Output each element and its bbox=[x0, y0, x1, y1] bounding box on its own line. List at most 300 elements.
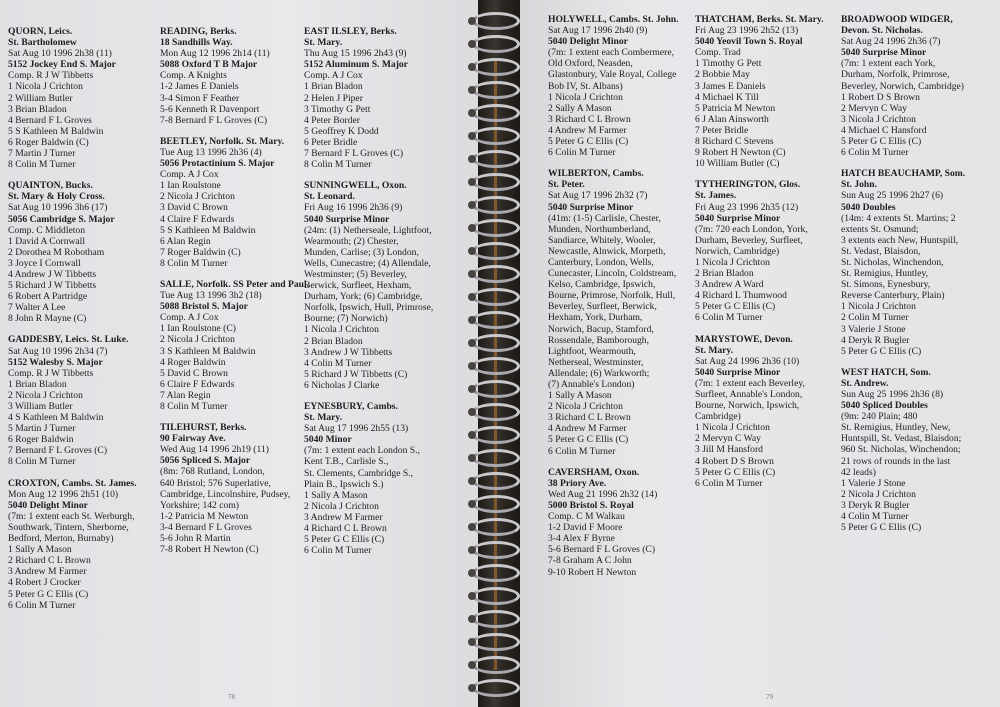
method-footnote: Norwich, Cambridge) bbox=[695, 245, 780, 257]
ringer: 5-6 Bernard F L Groves (C) bbox=[548, 544, 656, 556]
method-footnote: Cunecaster, Lincoln, Coldstream, bbox=[548, 268, 677, 280]
method-footnote: Plain B., Ipswich S.) bbox=[304, 478, 384, 490]
ringer: 9 Robert H Newton (C) bbox=[695, 147, 786, 159]
punch-hole bbox=[468, 293, 476, 301]
dedication: 18 Sandhills Way. bbox=[160, 37, 233, 49]
place-heading: BROADWOOD WIDGER, bbox=[841, 14, 953, 25]
ringer: 7 Peter Bridle bbox=[695, 124, 749, 136]
ringer: 5-6 John R Martin bbox=[160, 533, 231, 545]
method-footnote: Cambridge) bbox=[695, 411, 741, 423]
place-heading: CROXTON, Cambs. St. James. bbox=[8, 477, 137, 489]
ringer: 7 Alan Regin bbox=[160, 389, 211, 401]
method-footnote: (9m: 240 Plain; 480 bbox=[841, 411, 918, 423]
spiral-ring bbox=[472, 12, 520, 30]
peal-date: Wed Aug 14 1996 2h19 (11) bbox=[160, 444, 269, 456]
ringer: 5 Peter G C Ellis (C) bbox=[695, 301, 776, 313]
column bbox=[8, 26, 148, 621]
ringer: 6 Colin M Turner bbox=[8, 599, 76, 611]
ringer: 8 Colin M Turner bbox=[304, 159, 372, 171]
ringer: 7-8 Graham A C John bbox=[548, 555, 632, 567]
method-footnote: Allendale; (6) Warkworth; bbox=[548, 367, 650, 379]
ringer: 8 Colin M Turner bbox=[160, 257, 228, 269]
place-heading: EAST ILSLEY, Berks. bbox=[304, 26, 397, 37]
dedication: St. Leonard. bbox=[304, 191, 355, 203]
method-title: 5056 Cambridge S. Major bbox=[8, 213, 115, 225]
peal-entry bbox=[695, 14, 835, 169]
ringer: 1 Nicola J Crichton bbox=[695, 256, 770, 268]
dedication: St. John. bbox=[841, 179, 877, 191]
punch-hole bbox=[468, 454, 476, 462]
composer: Comp. A J Cox bbox=[304, 70, 363, 82]
punch-hole bbox=[468, 546, 476, 554]
spiral-ring bbox=[472, 357, 520, 375]
ringer: 3 Timothy G Pett bbox=[304, 103, 371, 115]
ringer: 2 Dorothea M Robotham bbox=[8, 246, 105, 258]
method-footnote: Norfolk, Ipswich, Hull, Primrose, bbox=[304, 302, 434, 314]
spiral-ring bbox=[472, 288, 520, 306]
method-title: 5040 Surprise Minor bbox=[695, 212, 781, 224]
spiral-ring bbox=[472, 150, 520, 168]
ringer: 5 Martin J Turner bbox=[8, 423, 76, 435]
peal-date: Fri Aug 16 1996 2h36 (9) bbox=[304, 202, 403, 214]
ringer: 6 Colin M Turner bbox=[841, 147, 909, 159]
spiral-ring bbox=[472, 311, 520, 329]
ringer: 4 Robert J Crocker bbox=[8, 577, 81, 589]
ringer: 2 Nicola J Crichton bbox=[160, 191, 235, 203]
ringer: 6 Roger Baldwin (C) bbox=[8, 136, 89, 148]
ringer: 1 Nicola J Crichton bbox=[304, 324, 379, 336]
peal-entry bbox=[548, 14, 688, 158]
method-footnote: (41m: (1-5) Carlisle, Chester, bbox=[548, 212, 661, 224]
place-heading: QUAINTON, Bucks. bbox=[8, 180, 93, 192]
spiral-ring bbox=[472, 679, 520, 697]
ringer: 6 Colin M Turner bbox=[548, 445, 616, 457]
dedication: St. Mary. bbox=[304, 37, 343, 49]
ringer: 5 Peter G C Ellis (C) bbox=[548, 434, 629, 446]
ringer: 7 Martin J Turner bbox=[8, 148, 76, 160]
ringer: 1 Nicola J Crichton bbox=[695, 422, 770, 434]
dedication: St. Andrew. bbox=[841, 377, 889, 389]
ringer: 8 John R Mayne (C) bbox=[8, 313, 87, 325]
peal-entry bbox=[841, 168, 987, 357]
method-footnote: St. Clements, Cambridge S., bbox=[304, 467, 413, 479]
ringer: 5 Peter G C Ellis (C) bbox=[304, 534, 385, 546]
spiral-ring bbox=[472, 173, 520, 191]
method-footnote: Rossendale, Bamborough, bbox=[548, 334, 649, 346]
method-footnote: Canterbury, London, Wells, bbox=[548, 256, 654, 268]
punch-hole bbox=[468, 500, 476, 508]
ringer: 6 Alan Regin bbox=[160, 235, 211, 247]
method-title: 5040 Delight Minor bbox=[8, 499, 88, 511]
ringer: 2 Mervyn C Way bbox=[695, 433, 761, 445]
ringer: 8 Colin M Turner bbox=[8, 456, 76, 468]
ringer: 5 Peter G C Ellis (C) bbox=[841, 522, 922, 534]
place-heading: THATCHAM, Berks. St. Mary. bbox=[695, 14, 824, 25]
peal-entry bbox=[304, 401, 454, 556]
punch-hole bbox=[468, 684, 476, 692]
method-title: 5056 Protactinium S. Major bbox=[160, 158, 275, 170]
ringer: 4 Michael C Hansford bbox=[841, 124, 927, 136]
page-number: 78 bbox=[228, 693, 235, 701]
peal-date: Sat Aug 17 1996 2h40 (9) bbox=[548, 25, 648, 37]
method-footnote: 640 Bristol; 576 Superlative, bbox=[160, 477, 271, 489]
method-footnote: (7m: 1 extent each St. Werburgh, bbox=[8, 510, 135, 522]
spiral-ring bbox=[472, 242, 520, 260]
left-page bbox=[0, 0, 478, 707]
ringer: 5-6 Kenneth R Davenport bbox=[160, 103, 260, 115]
ringer: 3 S Kathleen M Baldwin bbox=[160, 345, 256, 357]
peal-date: Sat Aug 24 1996 2h36 (10) bbox=[695, 355, 800, 367]
place-heading: QUORN, Leics. bbox=[8, 26, 73, 37]
ringer: 3-4 Bernard F L Groves bbox=[160, 521, 252, 533]
punch-hole bbox=[468, 201, 476, 209]
spiral-ring bbox=[472, 127, 520, 145]
peal-date: Sun Aug 25 1996 2h27 (6) bbox=[841, 190, 944, 202]
method-footnote: Bourne, Norwich, Ipswich, bbox=[695, 400, 800, 412]
ringer: 1 Sally A Mason bbox=[548, 390, 612, 402]
spiral-ring bbox=[472, 541, 520, 559]
ringer: 4 Colin M Turner bbox=[304, 357, 372, 369]
ringer: 4 Claire F Edwards bbox=[160, 213, 235, 225]
ringer: 1 Robert D S Brown bbox=[841, 91, 920, 103]
spiral-ring bbox=[472, 656, 520, 674]
punch-hole bbox=[468, 661, 476, 669]
method-title: 5040 Surprise Minor bbox=[304, 213, 390, 225]
right-page bbox=[520, 0, 1000, 707]
method-title: 5040 Surprise Minor bbox=[548, 201, 634, 213]
method-footnote: Westminster; (5) Beverley, bbox=[304, 268, 407, 280]
peal-entry bbox=[548, 168, 688, 456]
column bbox=[841, 14, 987, 543]
ringer: 3 Richard C L Brown bbox=[548, 113, 631, 125]
ringer: 2 William Butler bbox=[8, 92, 73, 104]
ringer: 1 Brian Bladon bbox=[8, 378, 67, 390]
method-footnote: 960 St. Nicholas, Winchendon; bbox=[841, 444, 961, 456]
ringer: 5 David C Brown bbox=[160, 367, 228, 379]
ringer: 5 Richard J W Tibbetts (C) bbox=[304, 368, 408, 380]
method-footnote: 3 extents each New, Huntspill, bbox=[841, 234, 959, 246]
spiral-ring bbox=[472, 380, 520, 398]
ringer: 1 Nicola J Crichton bbox=[841, 301, 916, 313]
method-footnote: Norwich, Bacup, Stamford, bbox=[548, 323, 654, 335]
method-title: 5040 Minor bbox=[304, 434, 352, 446]
column bbox=[695, 14, 835, 499]
method-title: 5000 Bristol S. Royal bbox=[548, 499, 634, 511]
method-footnote: Durham, Norfolk, Primrose, bbox=[841, 69, 950, 81]
ringer: 1 Sally A Mason bbox=[8, 544, 72, 556]
peal-entry bbox=[8, 180, 148, 324]
method-title: 5152 Walesby S. Major bbox=[8, 356, 103, 368]
method-footnote: Kelso, Cambridge, Ipswich, bbox=[548, 279, 656, 291]
punch-hole bbox=[468, 569, 476, 577]
dedication: 38 Priory Ave. bbox=[548, 477, 607, 489]
method-footnote: Durham, Beverley, Surfleet, bbox=[695, 234, 803, 246]
ringer: 1-2 Patricia M Newton bbox=[160, 510, 249, 522]
method-footnote: St. Simons, Eynesbury, bbox=[841, 279, 931, 291]
method-footnote: (14m: 4 extents St. Martins; 2 bbox=[841, 212, 956, 224]
ringer: 1 Brian Bladon bbox=[304, 81, 363, 93]
method-footnote: Munden, Carlise; (3) London, bbox=[304, 246, 419, 258]
ringer: 9-10 Robert H Newton bbox=[548, 566, 637, 578]
ringer: 4 Peter Border bbox=[304, 114, 360, 126]
ringer: 4 Deryk R Bugler bbox=[841, 334, 910, 346]
ringer: 2 Nicola J Crichton bbox=[160, 334, 235, 346]
punch-hole bbox=[468, 477, 476, 485]
peal-date: Tue Aug 13 1996 2h36 (4) bbox=[160, 146, 262, 158]
spiral-ring bbox=[472, 495, 520, 513]
ringer: 8 Colin M Turner bbox=[8, 159, 76, 171]
method-footnote: (8m: 768 Rutland, London, bbox=[160, 466, 265, 478]
method-footnote: Berwick, Surfleet, Hexham, bbox=[304, 280, 412, 292]
method-footnote: Surfleet, Annable's London, bbox=[695, 389, 803, 400]
punch-hole bbox=[468, 408, 476, 416]
method-footnote: Munden, Northumberland, bbox=[548, 223, 651, 235]
ringer: 5 Peter G C Ellis (C) bbox=[841, 345, 922, 357]
peal-date: Sat Aug 17 1996 2h55 (13) bbox=[304, 423, 409, 435]
method-footnote: Bedford, Merton, Burnaby) bbox=[8, 533, 114, 545]
dedication: St. Mary & Holy Cross. bbox=[8, 191, 105, 203]
peal-entry bbox=[548, 467, 688, 578]
place-heading: EYNESBURY, Cambs. bbox=[304, 401, 398, 412]
peal-date: Fri Aug 23 1996 2h35 (12) bbox=[695, 201, 799, 213]
spiral-ring bbox=[472, 403, 520, 421]
method-footnote: Bob IV, St. Albans) bbox=[548, 80, 623, 92]
ringer: 5 S Kathleen M Baldwin bbox=[160, 224, 256, 236]
method-footnote: (7m: 1 extent each Combermere, bbox=[548, 47, 675, 59]
spiral-ring bbox=[472, 334, 520, 352]
place-heading: GADDESBY, Leics. St. Luke. bbox=[8, 334, 129, 346]
ringer: 5 Peter G C Ellis (C) bbox=[548, 136, 629, 148]
punch-hole bbox=[468, 431, 476, 439]
ringer: 2 Richard C L Brown bbox=[8, 555, 91, 567]
composer: Comp. A J Cox bbox=[160, 312, 219, 324]
punch-hole bbox=[468, 63, 476, 71]
spiral-ring bbox=[472, 564, 520, 582]
peal-entry bbox=[8, 26, 148, 170]
peal-entry bbox=[695, 179, 835, 323]
punch-hole bbox=[468, 523, 476, 531]
composer: Comp. A Knights bbox=[160, 70, 227, 82]
ringer: 5 Peter G C Ellis (C) bbox=[8, 588, 89, 600]
ringer: 7 Bernard F L Groves (C) bbox=[8, 445, 108, 457]
ringer: 4 Bernard F L Groves bbox=[8, 114, 92, 126]
place-heading: HOLYWELL, Cambs. St. John. bbox=[548, 14, 679, 25]
method-footnote: Newcastle, Alnwick, Morpeth, bbox=[548, 245, 666, 257]
ringer: 5 Peter G C Ellis (C) bbox=[695, 466, 776, 478]
spiral-ring bbox=[472, 196, 520, 214]
punch-hole bbox=[468, 316, 476, 324]
peal-date: Sat Aug 24 1996 2h36 (7) bbox=[841, 36, 941, 48]
place-heading: WILBERTON, Cambs. bbox=[548, 168, 644, 180]
dedication: Devon. St. Nicholas. bbox=[841, 25, 923, 37]
punch-hole bbox=[468, 385, 476, 393]
peal-date: Sat Aug 10 1996 2h34 (7) bbox=[8, 345, 108, 357]
method-footnote: (7m: 1 extent each Beverley, bbox=[695, 377, 805, 389]
ringer: 1-2 James E Daniels bbox=[160, 81, 239, 93]
ringer: 4 S Kathleen M Baldwin bbox=[8, 412, 104, 424]
method-footnote: St. Remigius, Huntley, bbox=[841, 268, 929, 280]
ringer: 3 William Butler bbox=[8, 401, 73, 412]
ringer: 4 Andrew J W Tibbetts bbox=[8, 268, 97, 280]
ringer: 1 Ian Roulstone (C) bbox=[160, 323, 236, 335]
ringer: 3 David C Brown bbox=[160, 202, 228, 214]
spiral-ring bbox=[472, 472, 520, 490]
method-footnote: St. Vedast, Blaisdon, bbox=[841, 245, 921, 257]
place-heading: TYTHERINGTON, Glos. bbox=[695, 179, 801, 191]
ringer: 5 Patricia M Newton bbox=[695, 102, 776, 114]
ringer: 2 Colin M Turner bbox=[841, 312, 909, 324]
method-footnote: Wearmouth; (2) Chester, bbox=[304, 235, 399, 247]
method-title: 5040 Spliced Doubles bbox=[841, 400, 928, 412]
method-title: 5040 Surprise Minor bbox=[841, 47, 927, 59]
punch-hole bbox=[468, 132, 476, 140]
method-title: 5088 Oxford T B Major bbox=[160, 59, 258, 71]
peal-date: Tue Aug 13 1996 3h2 (18) bbox=[160, 290, 262, 302]
place-heading: WEST HATCH, Som. bbox=[841, 366, 931, 378]
spiral-ring bbox=[472, 265, 520, 283]
ringer: 2 Sally A Mason bbox=[548, 102, 612, 114]
place-heading: CAVERSHAM, Oxon. bbox=[548, 466, 640, 478]
peal-date: Sat Aug 10 1996 3h6 (17) bbox=[8, 202, 108, 214]
ringer: 4 Richard L Thumwood bbox=[695, 290, 787, 302]
method-footnote: Kent T.B., Carlisle S., bbox=[304, 456, 389, 468]
method-footnote: (7) Annable's London) bbox=[548, 379, 635, 390]
peal-entry bbox=[8, 334, 148, 467]
composer: Comp. R J W Tibbetts bbox=[8, 70, 94, 82]
punch-hole bbox=[468, 339, 476, 347]
method-footnote: St. Nicholas, Winchendon, bbox=[841, 256, 944, 268]
method-footnote: Lightfoot, Wearmouth, bbox=[548, 345, 636, 357]
method-footnote: 21 rows of rounds in the last bbox=[841, 455, 951, 467]
ringer: 4 Andrew M Farmer bbox=[548, 124, 627, 136]
page-number: 79 bbox=[766, 693, 773, 701]
peal-date: Wed Aug 21 1996 2h32 (14) bbox=[548, 488, 658, 500]
method-footnote: Reverse Canterbury, Plain) bbox=[841, 290, 945, 302]
ringer: 7-8 Robert H Newton (C) bbox=[160, 544, 259, 556]
method-footnote: Durham, York; (6) Cambridge, bbox=[304, 291, 423, 303]
spiral-ring bbox=[472, 449, 520, 467]
method-footnote: Huntspill, St. Vedast, Blaisdon; bbox=[841, 433, 962, 445]
spiral-ring bbox=[472, 518, 520, 536]
ringer: 6 Colin M Turner bbox=[695, 312, 763, 324]
method-footnote: Yorkshire; 142 com) bbox=[160, 499, 239, 511]
ringer: 8 Richard C Stevens bbox=[695, 136, 774, 148]
method-footnote: Bourne; (7) Norwich) bbox=[304, 313, 388, 325]
place-heading: TILEHURST, Berks. bbox=[160, 422, 247, 434]
punch-hole bbox=[468, 615, 476, 623]
dedication: St. Mary. bbox=[304, 412, 343, 424]
punch-hole bbox=[468, 178, 476, 186]
spiral-ring bbox=[472, 587, 520, 605]
peal-date: Sat Aug 10 1996 2h38 (11) bbox=[8, 48, 112, 60]
peal-date: Sat Aug 17 1996 2h32 (7) bbox=[548, 190, 648, 202]
peal-date: Thu Aug 15 1996 2h43 (9) bbox=[304, 48, 407, 60]
ringer: 1 Ian Roulstone bbox=[160, 180, 221, 192]
method-title: 5088 Bristol S. Major bbox=[160, 301, 248, 313]
ringer: 2 Nicola J Crichton bbox=[8, 389, 83, 401]
dedication: 90 Fairway Ave. bbox=[160, 433, 226, 445]
ringer: 6 Claire F Edwards bbox=[160, 378, 235, 390]
place-heading: BEETLEY, Norfolk. St. Mary. bbox=[160, 135, 285, 147]
peal-entry bbox=[841, 14, 987, 158]
ringer: 3 Jill M Hansford bbox=[695, 444, 763, 456]
ringer: 3 Deryk R Bugler bbox=[841, 499, 910, 511]
ringer: 2 Nicola J Crichton bbox=[841, 488, 916, 500]
ringer: 5 Geoffrey K Dodd bbox=[304, 125, 379, 137]
ringer: 5 Peter G C Ellis (C) bbox=[841, 136, 922, 148]
method-footnote: 42 leads) bbox=[841, 466, 876, 478]
place-heading: HATCH BEAUCHAMP, Som. bbox=[841, 168, 966, 180]
method-footnote: Cambridge, Lincolnshire, Pudsey, bbox=[160, 488, 291, 500]
spiral-ring bbox=[472, 426, 520, 444]
ringer: 4 Andrew M Farmer bbox=[548, 423, 627, 435]
punch-hole bbox=[468, 40, 476, 48]
ringer: 5 Richard J W Tibbetts bbox=[8, 280, 97, 292]
punch-hole bbox=[468, 109, 476, 117]
method-title: 5040 Yeovil Town S. Royal bbox=[695, 36, 803, 48]
method-footnote: Beverley, Norwich, Cambridge) bbox=[841, 80, 964, 92]
peal-entry bbox=[695, 334, 835, 489]
ringer: 7-8 Bernard F L Groves (C) bbox=[160, 114, 268, 126]
method-title: 5152 Aluminum S. Major bbox=[304, 59, 408, 71]
spiral-ring bbox=[472, 58, 520, 76]
column bbox=[548, 14, 688, 588]
peal-date: Fri Aug 23 1996 2h52 (13) bbox=[695, 25, 799, 37]
ringer: 2 Nicola J Crichton bbox=[304, 500, 379, 512]
punch-hole bbox=[468, 592, 476, 600]
composer: Comp. C Middleton bbox=[8, 224, 86, 236]
ringer: 6 Colin M Turner bbox=[548, 147, 616, 159]
punch-hole bbox=[468, 17, 476, 25]
method-footnote: (7m: 1 extent each York, bbox=[841, 58, 936, 70]
peal-entry bbox=[160, 422, 296, 555]
ringer: 3 Joyce I Cornwall bbox=[8, 257, 81, 269]
method-footnote: Old Oxford, Neasden, bbox=[548, 58, 633, 70]
method-footnote: (7m: 1 extent each London S., bbox=[304, 445, 420, 457]
ringer: 6 Robert A Partridge bbox=[8, 291, 88, 303]
place-heading: READING, Berks. bbox=[160, 26, 237, 37]
ringer: 4 Robert D S Brown bbox=[695, 455, 774, 467]
ringer: 2 Brian Bladon bbox=[304, 335, 363, 347]
ringer: 2 Bobbie May bbox=[695, 69, 750, 81]
ringer: 3-4 Simon F Feather bbox=[160, 92, 240, 104]
method-footnote: Netherseal, Westminster, bbox=[548, 356, 644, 368]
dedication: St. Mary. bbox=[695, 344, 734, 356]
dedication: St. James. bbox=[695, 190, 737, 202]
punch-hole bbox=[468, 155, 476, 163]
ringer: 3 Andrew M Farmer bbox=[8, 566, 87, 578]
ringer: 3 Andrew J W Tibbetts bbox=[304, 346, 393, 358]
method-footnote: Southwark, Tintern, Sherborne, bbox=[8, 521, 129, 533]
peal-entry bbox=[304, 26, 454, 170]
ringer: 4 Roger Baldwin bbox=[160, 356, 226, 368]
ringer: 3 Richard C L Brown bbox=[548, 412, 631, 424]
method-footnote: St. Remigius, Huntley, New, bbox=[841, 422, 951, 434]
peal-date: Sun Aug 25 1996 2h36 (8) bbox=[841, 389, 944, 400]
ringer: 6 Colin M Turner bbox=[304, 545, 372, 557]
ringer: 2 Nicola J Crichton bbox=[548, 401, 623, 413]
ringer: 6 Roger Baldwin bbox=[8, 434, 74, 446]
punch-hole bbox=[468, 362, 476, 370]
spiral-ring bbox=[472, 35, 520, 53]
column bbox=[304, 26, 454, 566]
punch-hole bbox=[468, 247, 476, 255]
method-footnote: (7m: 720 each London, York, bbox=[695, 223, 808, 235]
ringer: 3 Valerie J Stone bbox=[841, 323, 906, 335]
method-footnote: Wells, Cunecastre; (4) Allendale, bbox=[304, 257, 431, 269]
ringer: 6 Colin M Turner bbox=[695, 477, 763, 489]
ringer: 3 James E Daniels bbox=[695, 80, 766, 92]
